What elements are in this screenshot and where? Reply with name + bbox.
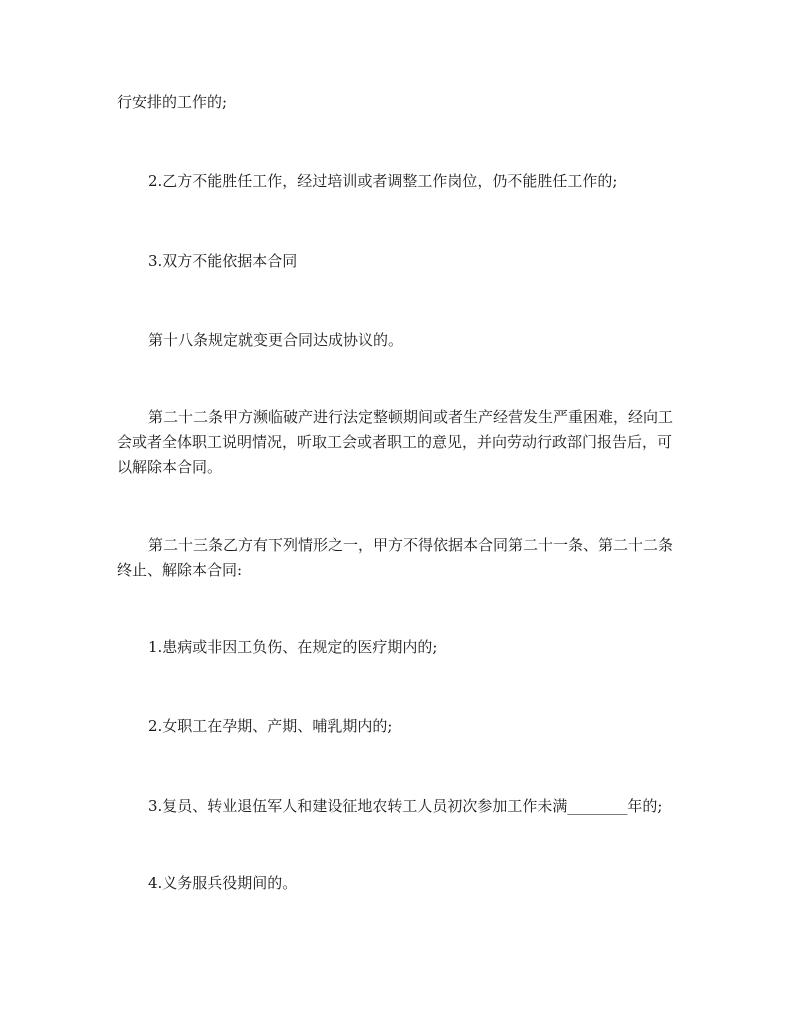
paragraph-article-22: 第二十二条甲方濒临破产进行法定整顿期间或者生产经营发生严重困难，经向工会或者全体职工说明情况，听取工会或者职工的意见，并向劳动行政部门报告后，可以解除本合同。 [117, 408, 674, 476]
paragraph-item-2-pregnancy: 2.女职工在孕期、产期、哺乳期内的; [148, 717, 393, 735]
paragraph-item-1-illness: 1.患病或非因工负伤、在规定的医疗期内的; [148, 638, 438, 656]
paragraph-item-4-military-service: 4.义务服兵役期间的。 [148, 874, 298, 892]
paragraph-item-3-veterans: 3.复员、转业退伍军人和建设征地农转工人员初次参加工作未满________年的; [148, 797, 663, 815]
paragraph-article-18-reference: 第十八条规定就变更合同达成协议的。 [148, 331, 404, 349]
paragraph-continuation: 行安排的工作的; [117, 93, 228, 111]
paragraph-clause-3-no-agreement: 3.双方不能依据本合同 [148, 252, 298, 270]
paragraph-clause-2-unable-to-work: 2.乙方不能胜任工作，经过培训或者调整工作岗位，仍不能胜任工作的; [148, 172, 618, 190]
paragraph-article-23: 第二十三条乙方有下列情形之一，甲方不得依据本合同第二十一条、第二十二条终止、解除本合同: [117, 536, 674, 579]
